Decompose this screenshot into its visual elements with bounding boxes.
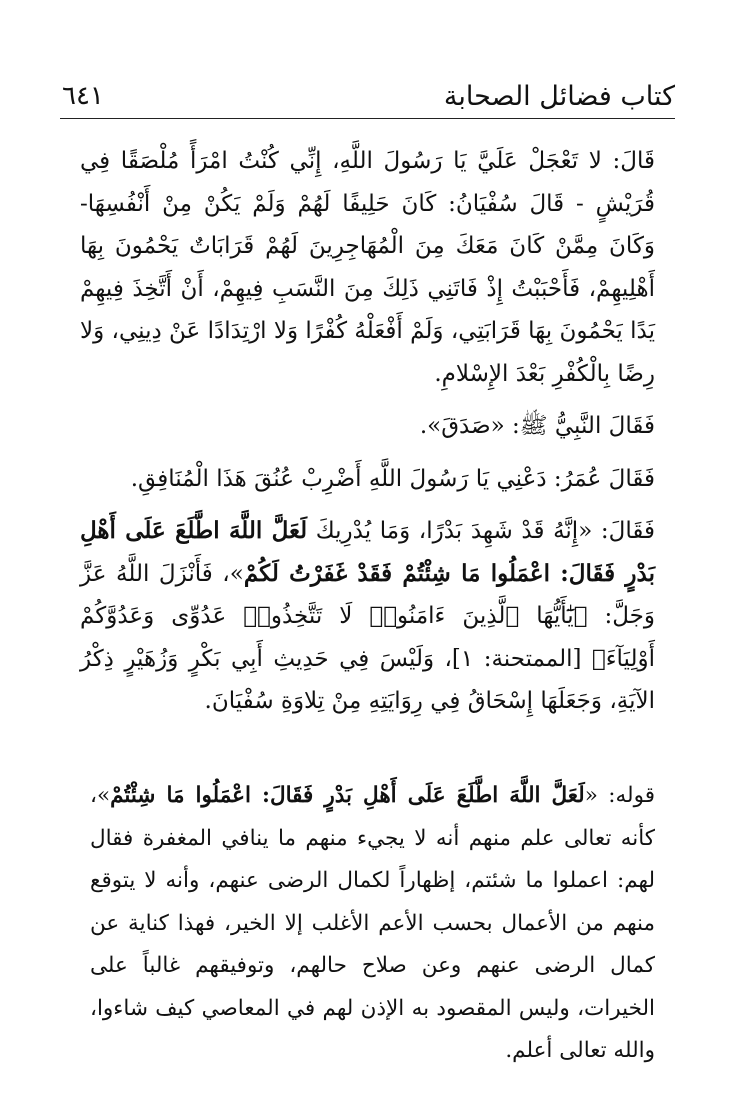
header-divider [60, 118, 675, 119]
hadith-paragraph-2: فَقَالَ النَّبِيُّ ﷺ: «صَدَقَ». [419, 413, 655, 439]
page-number: ٦٤١ [62, 81, 104, 111]
hadith-paragraph-4-rest: »، فَأَنْزَلَ اللَّهُ عَزَّ وَجَلَّ: ﴿يَٰٓأَيُّهَا ٱلَّذِينَ ءَامَنُوا۟ لَا تَتَّخِذُوا۟ عَدُوِّى وَعَدُوَّكُمْ أَوْلِيَآءَ﴾ [الممتحنة: ١]، وَلَيْسَ فِي حَدِيثِ أَبِي بَكْرٍ وَزُهَيْرٍ ذِكْرُ الآيَةِ، وَجَعَلَهَا إِسْحَاقُ فِي رِوَايَتِهِ مِنْ تِلاوَةِ سُفْيَانَ. [80, 560, 655, 714]
commentary-text [90, 775, 655, 1073]
hadith-text [80, 140, 655, 723]
hadith-paragraph-4 [80, 510, 655, 723]
commentary-rest: »، كأنه تعالى علم منهم أنه لا يجيء منهم ما ينافي المغفرة فقال لهم: اعملوا ما شئتم، إظهاراً لكمال الرضى عنهم، وأنه لا يتوقع منهم من الأعمال بحسب الأعم الأغلب إلا الخير، فهذا كناية عن كمال الرضى عنهم وعن صلاح حالهم، وتوفيقهم غالباً على الخيرات، وليس المقصود به الإذن لهم في المعاصي كيف شاءوا، والله تعالى أعلم. [90, 783, 655, 1063]
commentary-quote: لَعَلَّ اللَّهَ اطَّلَعَ عَلَى أَهْلِ بَدْرٍ فَقَالَ: اعْمَلُوا مَا شِئْتُمْ [110, 783, 585, 808]
hadith-paragraph-3: فَقَالَ عُمَرُ: دَعْنِي يَا رَسُولَ اللَّهِ أَضْرِبْ عُنُقَ هَذَا الْمُنَافِقِ. [130, 465, 655, 492]
book-title: كتاب فضائل الصحابة [443, 80, 675, 112]
hadith-emphasis: لَعَلَّ اللَّهَ اطَّلَعَ عَلَى أَهْلِ بَدْرٍ فَقَالَ: اعْمَلُوا مَا شِئْتُمْ فَقَدْ غَفَرْتُ لَكُمْ [80, 517, 655, 587]
page-header [62, 76, 675, 116]
commentary-paragraph [90, 775, 655, 1073]
commentary-intro: قوله: « [584, 783, 655, 808]
hadith-paragraph-4-intro: فَقَالَ: «إِنَّهُ قَدْ شَهِدَ بَدْرًا، وَمَا يُدْرِيكَ [307, 518, 655, 544]
hadith-paragraph-1: قَالَ: لا تَعْجَلْ عَلَيَّ يَا رَسُولَ اللَّهِ، إِنِّي كُنْتُ امْرَأً مُلْصَقًا فِي قُرَيْشٍ - قَالَ سُفْيَانُ: كَانَ حَلِيفًا لَهُمْ وَلَمْ يَكُنْ مِنْ أَنْفُسِهَا- وَكَانَ مِمَّنْ كَانَ مَعَكَ مِنَ الْمُهَاجِرِينَ لَهُمْ قَرَابَاتٌ يَحْمُونَ بِهَا أَهْلِيهِمْ، فَأَحْبَبْتُ إِذْ فَاتَنِي ذَلِكَ مِنَ النَّسَبِ فِيهِمْ، أَنْ أَتَّخِذَ فِيهِمْ يَدًا يَحْمُونَ بِهَا قَرَابَتِي، وَلَمْ أَفْعَلْهُ كُفْرًا وَلا ارْتِدَادًا عَنْ دِينِي، وَلا رِضًا بِالْكُفْرِ بَعْدَ الإِسْلامِ. [80, 148, 655, 387]
